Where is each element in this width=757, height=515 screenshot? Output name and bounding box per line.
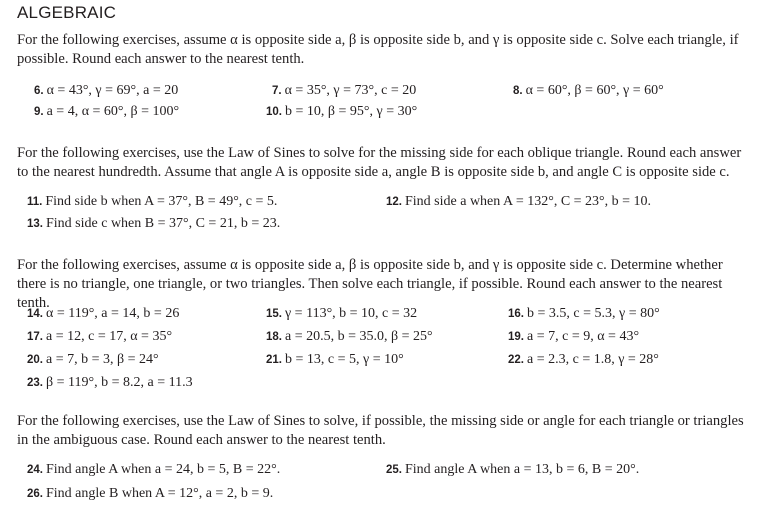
exercise-25 <box>386 462 639 478</box>
exercise-13 <box>27 216 280 232</box>
exercise-number: 23. <box>27 377 43 389</box>
exercise-24 <box>27 462 280 478</box>
section-heading: ALGEBRAIC <box>17 3 117 22</box>
exercise-number: 9. <box>34 106 44 118</box>
exercise-text: b = 3.5, c = 5.3, γ = 80° <box>527 306 660 321</box>
exercise-17 <box>27 329 172 345</box>
section-3-intro: For the following exercises, assume α is opposite side a, β is opposite side b, and γ is opposite side c. Determine whether there is no triangle, one triangle, or two triangles. Then solve each triangle, if possible. Round each answer to the nearest tenth. <box>17 257 723 311</box>
exercise-text: Find side a when A = 132°, C = 23°, b = 10. <box>405 194 652 209</box>
exercise-number: 12. <box>386 196 402 208</box>
exercise-text: a = 7, c = 9, α = 43° <box>527 329 640 344</box>
exercise-text: Find angle A when a = 13, b = 6, B = 20°. <box>405 462 640 477</box>
exercise-21 <box>266 352 404 368</box>
exercise-number: 22. <box>508 354 524 366</box>
exercise-18 <box>266 329 433 345</box>
exercise-number: 13. <box>27 218 43 230</box>
exercise-text: b = 10, β = 95°, γ = 30° <box>285 104 418 119</box>
exercise-8 <box>513 83 664 99</box>
exercise-number: 21. <box>266 354 282 366</box>
exercise-number: 18. <box>266 331 282 343</box>
section-1-intro: For the following exercises, assume α is opposite side a, β is opposite side b, and γ is opposite side c. Solve each triangle, if possible. Round each answer to the nearest tenth. <box>17 32 739 67</box>
section-2-intro: For the following exercises, use the Law of Sines to solve for the missing side for each oblique triangle. Round each answer to the nearest hundredth. Assume that angle A is opposite side a, angle B is opposite side b, and angle C is opposite side c. <box>17 145 742 180</box>
exercise-15 <box>266 306 417 322</box>
exercise-text: Find side b when A = 37°, B = 49°, c = 5. <box>45 194 278 209</box>
exercise-number: 16. <box>508 308 524 320</box>
exercise-text: a = 7, b = 3, β = 24° <box>46 352 159 367</box>
exercise-12 <box>386 194 651 210</box>
exercise-26 <box>27 486 273 502</box>
exercise-number: 15. <box>266 308 282 320</box>
exercise-7 <box>272 83 416 99</box>
exercise-9 <box>34 104 179 120</box>
exercise-number: 11. <box>27 196 43 208</box>
exercise-number: 17. <box>27 331 43 343</box>
exercise-number: 7. <box>272 85 282 97</box>
exercise-text: β = 119°, b = 8.2, a = 11.3 <box>46 375 193 390</box>
exercise-text: Find side c when B = 37°, C = 21, b = 23. <box>46 216 281 231</box>
exercise-text: Find angle B when A = 12°, a = 2, b = 9. <box>46 486 274 501</box>
exercise-16 <box>508 306 660 322</box>
exercise-14 <box>27 306 179 322</box>
exercise-23 <box>27 375 193 391</box>
section-4-intro: For the following exercises, use the Law of Sines to solve, if possible, the missing side or angle for each triangle or triangles in the ambiguous case. Round each answer to the nearest tenth. <box>17 413 744 448</box>
exercise-text: a = 4, α = 60°, β = 100° <box>46 104 180 119</box>
exercise-number: 10. <box>266 106 282 118</box>
exercise-number: 24. <box>27 464 43 476</box>
exercise-number: 20. <box>27 354 43 366</box>
exercise-text: α = 35°, γ = 73°, c = 20 <box>284 83 417 98</box>
exercise-text: α = 119°, a = 14, b = 26 <box>46 306 180 321</box>
exercise-19 <box>508 329 639 345</box>
exercise-number: 8. <box>513 85 523 97</box>
exercise-11 <box>27 194 277 210</box>
exercise-text: γ = 113°, b = 10, c = 32 <box>285 306 418 321</box>
exercise-number: 6. <box>34 85 44 97</box>
exercise-number: 25. <box>386 464 402 476</box>
exercise-text: b = 13, c = 5, γ = 10° <box>285 352 404 367</box>
exercise-number: 14. <box>27 308 43 320</box>
exercise-20 <box>27 352 159 368</box>
exercise-text: a = 2.3, c = 1.8, γ = 28° <box>527 352 659 367</box>
exercise-text: α = 43°, γ = 69°, a = 20 <box>46 83 179 98</box>
exercise-22 <box>508 352 659 368</box>
exercise-text: a = 12, c = 17, α = 35° <box>46 329 173 344</box>
exercise-6 <box>34 83 178 99</box>
exercise-number: 19. <box>508 331 524 343</box>
exercise-number: 26. <box>27 488 43 500</box>
exercise-10 <box>266 104 417 120</box>
exercise-text: Find angle A when a = 24, b = 5, B = 22°. <box>46 462 281 477</box>
exercise-text: α = 60°, β = 60°, γ = 60° <box>525 83 664 98</box>
exercise-text: a = 20.5, b = 35.0, β = 25° <box>285 329 433 344</box>
